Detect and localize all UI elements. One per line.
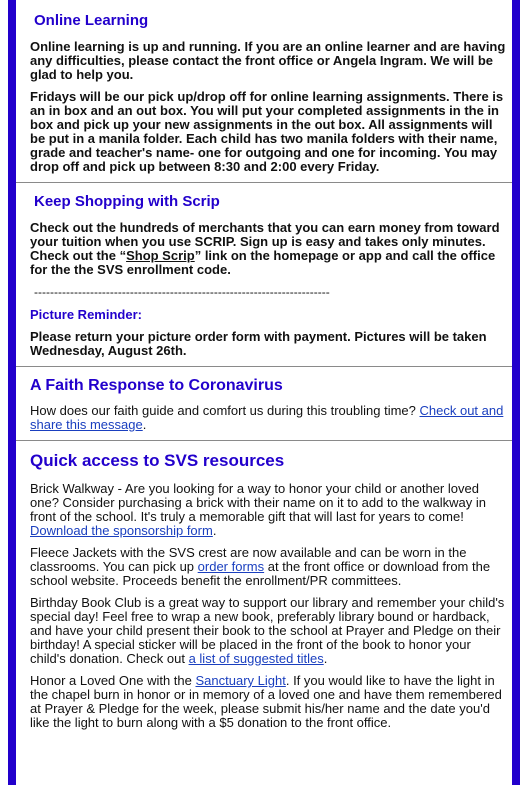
newsletter-content <box>16 0 512 730</box>
brick-text: Brick Walkway - Are you looking for a way to honor your child or another loved one? Consider purchasing a brick with their name on it to add to the walkway in front of the school. It's truly a memorable gift that will last for years to come! <box>30 481 486 524</box>
online-learning-intro: Online learning is up and running. If you are an online learner and are having any difficulties, please contact the front office or Angela Ingram. We will be glad to help you. <box>30 39 506 82</box>
scrip-text <box>30 221 506 277</box>
divider-1 <box>16 182 512 183</box>
faith-response-heading: A Faith Response to Coronavirus <box>30 377 283 394</box>
faith-message-link[interactable]: Check out and share this message <box>30 403 504 432</box>
birthday-book-club-text <box>30 596 506 666</box>
sanctuary-light-text <box>30 674 506 730</box>
page-frame <box>8 0 520 785</box>
brick-end: . <box>212 523 217 538</box>
resources-heading: Quick access to SVS resources <box>30 451 285 470</box>
divider-3 <box>16 440 512 441</box>
divider-2 <box>16 366 512 367</box>
scrip-text-after: ” link on the homepage or app and call the office for the the SVS enrollment code. <box>30 248 496 277</box>
dashed-separator: -------------------------------------------------------------------------- <box>34 285 330 299</box>
birthday-end: . <box>323 651 328 666</box>
online-learning-fridays: Fridays will be our pick up/drop off for online learning assignments. There is an in box and an out box. You will put your completed assignments in the in box and pick up your new assignments in the out box. All assignments will be put in a manila folder. Each child has two manila folders with their name, grade and teacher's name- one for outgoing and one for incoming. You may drop off and pick up between 8:30 and 2:00 every Friday. <box>30 89 504 174</box>
honor-before: Honor a Loved One with the <box>30 673 196 688</box>
order-forms-link[interactable]: order forms <box>197 559 265 574</box>
faith-text: How does our faith guide and comfort us during this troubling time? <box>30 403 420 418</box>
picture-reminder-text: Please return your picture order form with payment. Pictures will be taken Wednesday, August 26th. <box>30 329 487 358</box>
scrip-text-before: Check out the hundreds of merchants that you can earn money from toward your tuition when you use SCRIP. Sign up is easy and takes only minutes. Check out the “ <box>30 220 500 263</box>
scrip-heading: Keep Shopping with Scrip <box>34 193 220 210</box>
fleece-jackets-text <box>30 546 506 588</box>
honor-after: . If you would like to have the light in the chapel burn in honor or in memory of a loved one and have them remembered at Prayer & Pledge for the week, please submit his/her name and the date you'd like the light to burn along with a $5 donation to the front office. <box>30 673 502 730</box>
fleece-after: at the front office or download from the school website. Proceeds benefit the enrollment/PR committees. <box>30 559 491 588</box>
online-learning-heading: Online Learning <box>34 12 149 29</box>
sponsorship-form-link[interactable]: Download the sponsorship form <box>30 523 213 538</box>
brick-walkway-text <box>30 482 506 538</box>
picture-reminder-heading: Picture Reminder: <box>30 307 142 322</box>
fleece-before: Fleece Jackets with the SVS crest are now available and can be worn in the classrooms. You can pick up <box>30 545 467 574</box>
suggested-titles-link[interactable]: a list of suggested titles <box>188 651 324 666</box>
shop-scrip-link[interactable]: Shop Scrip <box>126 248 195 263</box>
newsletter-body <box>16 0 512 785</box>
faith-end: . <box>142 417 147 432</box>
faith-response-text <box>30 404 506 432</box>
birthday-text: Birthday Book Club is a great way to support our library and remember your child's special day! Feel free to wrap a new book, preferably library bound or hardback, and have your child present their book to the school at Prayer and Pledge on their birthday! A special sticker will be placed in the front of the book to honor your child's donation. Check out <box>30 595 505 666</box>
sanctuary-light-link[interactable]: Sanctuary Light <box>195 673 286 688</box>
